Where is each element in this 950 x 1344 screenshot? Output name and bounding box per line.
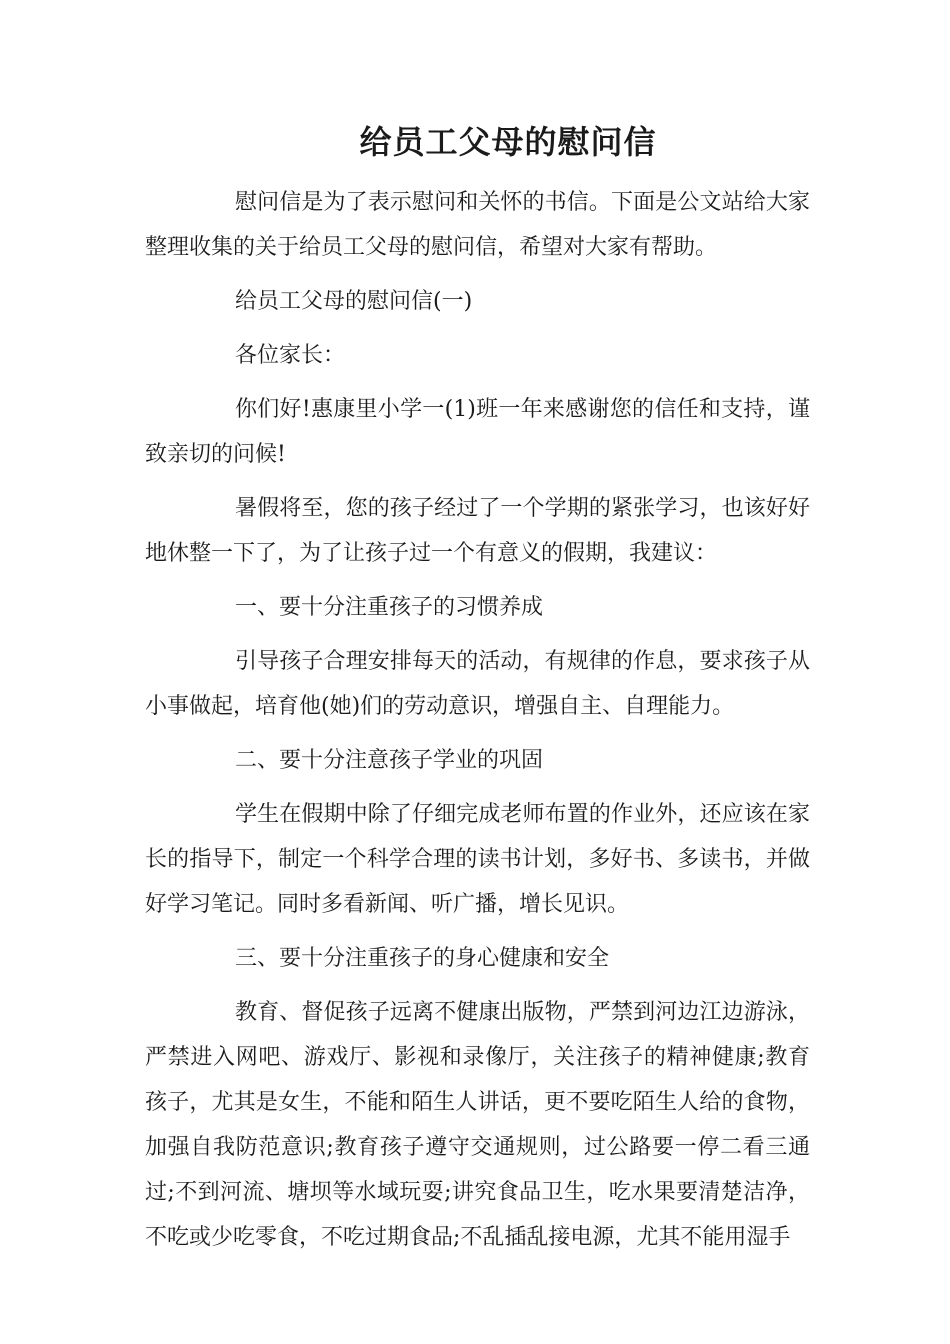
section-heading-safety: 三、要十分注重孩子的身心健康和安全 bbox=[235, 946, 610, 971]
paragraph-greeting: 你们好!惠康里小学一(1)班一年来感谢您的信任和支持，谨致亲切的问候! bbox=[145, 397, 810, 467]
paragraph-summer: 暑假将至，您的孩子经过了一个学期的紧张学习，也该好好地休整一下了，为了让孩子过一个有意义的假期，我建议： bbox=[145, 496, 810, 566]
paragraph-letter-heading: 给员工父母的慰问信(一) bbox=[235, 289, 473, 314]
paragraph-salutation: 各位家长： bbox=[235, 343, 346, 368]
section-heading-habits: 一、要十分注重孩子的习惯养成 bbox=[235, 595, 544, 620]
paragraph-safety: 教育、督促孩子远离不健康出版物，严禁到河边江边游泳，严禁进入网吧、游戏厅、影视和录像厅，关注孩子的精神健康;教育孩子，尤其是女生，不能和陌生人讲话，更不要吃陌生人给的食物，加强自我防范意识;教育孩子遵守交通规则，过公路要一停二看三通过;不到河流、塘坝等水域玩耍;讲究食品卫生，吃水果要清楚洁净，不吃或少吃零食，不吃过期食品;不乱插乱接电源，尤其不能用湿手 bbox=[145, 1000, 810, 1250]
paragraph-intro: 慰问信是为了表示慰问和关怀的书信。下面是公文站给大家整理收集的关于给员工父母的慰问信，希望对大家有帮助。 bbox=[145, 190, 810, 260]
paragraph-habits: 引导孩子合理安排每天的活动，有规律的作息，要求孩子从小事做起，培育他(她)们的劳动意识，增强自主、自理能力。 bbox=[145, 649, 810, 719]
paragraph-study: 学生在假期中除了仔细完成老师布置的作业外，还应该在家长的指导下，制定一个科学合理的读书计划，多好书、多读书，并做好学习笔记。同时多看新闻、听广播，增长见识。 bbox=[145, 802, 810, 917]
document-body bbox=[145, 180, 810, 1269]
section-heading-study: 二、要十分注意孩子学业的巩固 bbox=[235, 748, 544, 773]
page-title: 给员工父母的慰问信 bbox=[359, 123, 657, 161]
